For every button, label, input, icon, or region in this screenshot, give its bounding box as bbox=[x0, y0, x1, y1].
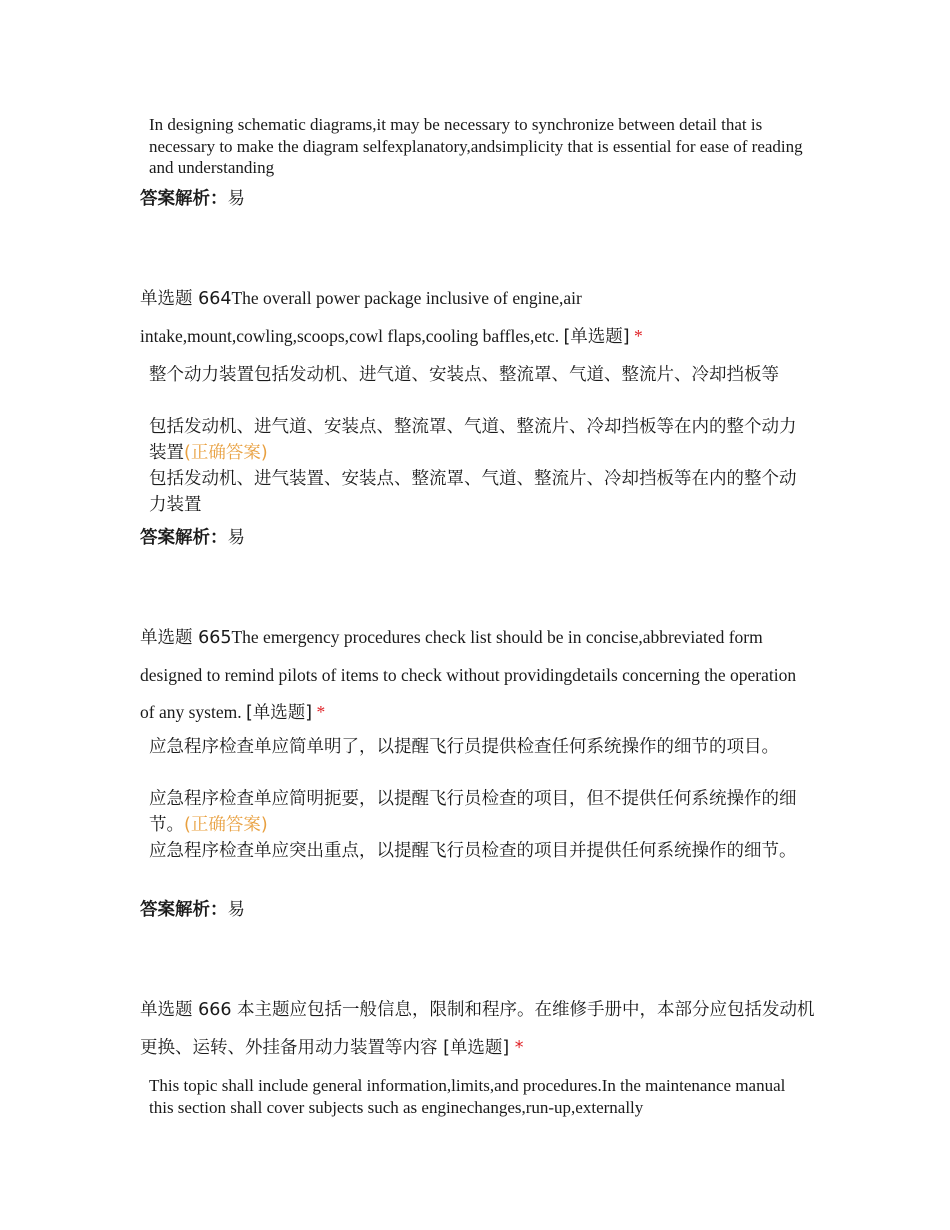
required-mark: * bbox=[634, 326, 643, 346]
question-title bbox=[140, 619, 815, 732]
option-item[interactable] bbox=[149, 467, 809, 518]
question-type-tag: [单选题] bbox=[245, 703, 313, 723]
option-label: 应急程序检查单应简明扼要，以提醒飞行员检查的项目，但不提供任何系统操作的细节。 bbox=[149, 789, 797, 835]
correct-answer-tag: (正确答案) bbox=[184, 814, 268, 835]
option-item[interactable] bbox=[149, 839, 809, 865]
analysis-value: 易 bbox=[227, 900, 245, 920]
option-label: 包括发动机、进气道、安装点、整流罩、气道、整流片、冷却挡板等在内的整个动力装置 bbox=[149, 417, 797, 463]
answer-analysis bbox=[140, 898, 245, 922]
option-item[interactable] bbox=[149, 1075, 809, 1118]
option-item[interactable] bbox=[149, 363, 809, 389]
analysis-label: 答案解析： bbox=[140, 900, 228, 920]
analysis-value: 易 bbox=[227, 528, 245, 548]
answer-analysis bbox=[140, 526, 245, 550]
analysis-label: 答案解析： bbox=[140, 528, 228, 548]
question-type-tag: [单选题] bbox=[443, 1038, 510, 1058]
option-label: In designing schematic diagrams,it may be necessary to synchronize between detail that is necessary to make the diagram selfexplanatory,andsimplicity that is essential for ease of reading and understanding bbox=[149, 115, 803, 177]
option-item[interactable] bbox=[149, 735, 809, 761]
option-label: 整个动力装置包括发动机、进气道、安装点、整流罩、气道、整流片、冷却挡板等 bbox=[149, 365, 779, 385]
required-mark: * bbox=[316, 702, 326, 722]
option-text[interactable] bbox=[149, 114, 809, 179]
question-text: The emergency procedures check list should be in concise,abbreviated form designed to remind pilots of items to check without providingdetails concerning the operation of any system. bbox=[140, 627, 797, 722]
answer-analysis bbox=[140, 187, 245, 211]
option-label: 应急程序检查单应突出重点，以提醒飞行员检查的项目并提供任何系统操作的细节。 bbox=[149, 841, 797, 861]
option-label: This topic shall include general information,limits,and procedures.In the maintenance manual this section shall cover subjects such as enginechanges,run-up,externally bbox=[149, 1076, 786, 1117]
question-prefix: 单选题 666 bbox=[140, 1000, 232, 1020]
required-mark: * bbox=[514, 1038, 524, 1058]
question-text: 本主题应包括一般信息，限制和程序。在维修手册中，本部分应包括发动机更换、运转、外挂备用动力装置等内容 bbox=[140, 1000, 815, 1058]
question-title bbox=[140, 991, 815, 1067]
correct-answer-tag: (正确答案) bbox=[184, 442, 268, 463]
analysis-value: 易 bbox=[227, 189, 245, 209]
option-item[interactable] bbox=[149, 415, 809, 466]
option-label: 应急程序检查单应简单明了，以提醒飞行员提供检查任何系统操作的细节的项目。 bbox=[149, 737, 779, 757]
question-prefix: 单选题 664 bbox=[140, 289, 232, 309]
option-label: 包括发动机、进气装置、安装点、整流罩、气道、整流片、冷却挡板等在内的整个动力装置 bbox=[149, 469, 797, 515]
analysis-label: 答案解析： bbox=[140, 189, 228, 209]
question-title bbox=[140, 280, 815, 356]
option-item[interactable] bbox=[149, 787, 809, 838]
question-prefix: 单选题 665 bbox=[140, 628, 232, 648]
question-text: The overall power package inclusive of engine,air intake,mount,cowling,scoops,cowl flaps,cooling baffles,etc. bbox=[140, 288, 582, 346]
question-type-tag: [单选题] bbox=[563, 327, 630, 347]
